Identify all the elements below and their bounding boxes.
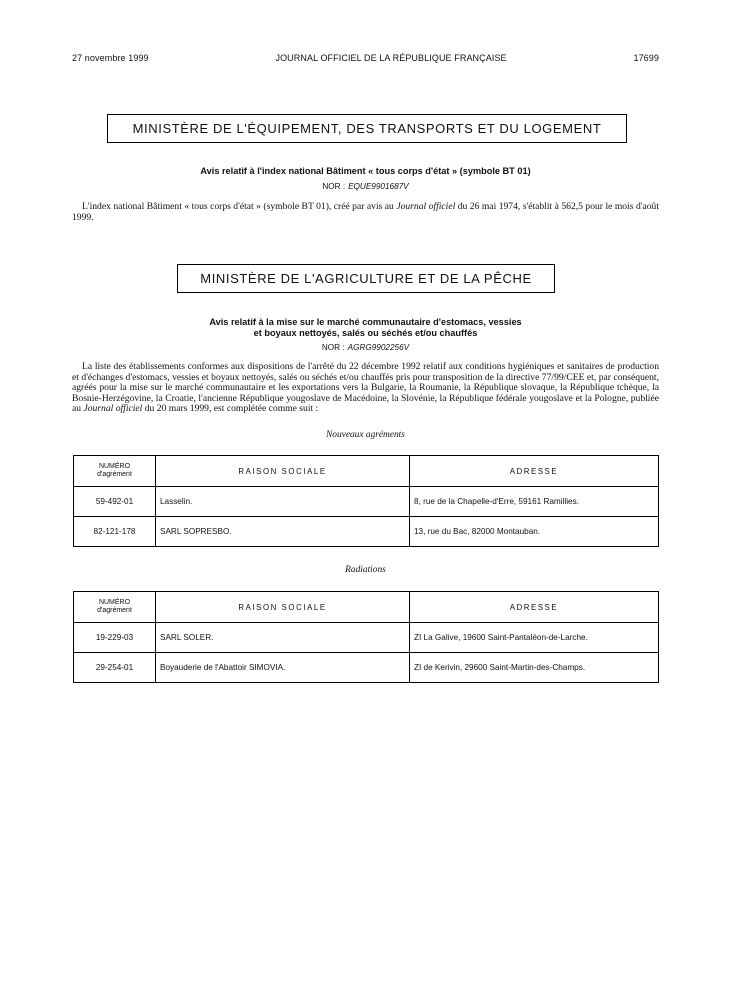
paragraph-text: du 26 mai 1974, s'établit à 562,5 pour le mois d'août 1999. (72, 201, 659, 223)
table-row (74, 517, 659, 547)
approval-number: 82-121-178 (74, 517, 156, 547)
nor-code: AGRG9902256V (347, 343, 410, 352)
table-row (74, 623, 659, 653)
column-header-number (74, 592, 156, 623)
company-name: Boyauderie de l'Abattoir SIMOVIA. (156, 653, 410, 683)
company-name: SARL SOLER. (156, 623, 410, 653)
company-name: SARL SOPRESBO. (156, 517, 410, 547)
nor-label: NOR : (321, 343, 345, 352)
journal-reference: Journal officiel (83, 403, 143, 415)
column-header-text: NUMÉRO (98, 463, 131, 470)
issue-date: 27 novembre 1999 (72, 53, 149, 63)
journal-reference: Journal officiel (396, 201, 456, 212)
table-header-row (74, 456, 659, 487)
company-name: Lasselin. (156, 487, 410, 517)
column-header-text: d'agrément (97, 607, 132, 614)
column-header-text: d'agrément (97, 471, 132, 478)
column-header-text: NUMÉRO (98, 599, 131, 606)
table-row (74, 653, 659, 683)
page-number: 17699 (633, 53, 659, 63)
approval-number: 19-229-03 (74, 623, 156, 653)
nor-reference (72, 343, 659, 352)
approval-number: 29-254-01 (74, 653, 156, 683)
column-header-number (74, 456, 156, 487)
notice-title-line: et boyaux nettoyés, salés ou séchés et/ou chauffés (253, 328, 478, 338)
paragraph-text: La liste des établissements conformes aux dispositions de l'arrêté du 22 décembre 1992 relatif aux conditions hygiéniques et sanitaires de production et d'échanges d'estomacs, vessies et boyaux nettoyés, salés ou séchés et/ou chauffés pris pour transposition de la directive 77/99/CEE et, par conséquent, agréés pour la mise sur le marché communautaire et les exportations vers la Bulgarie, la Roumanie, la République slovaque, la République tchèque, la Bosnie-Herzégovine, la Croatie, l'ancienne République yougoslave de Macédoine, la Slovénie, la République fédérale yougoslave et la Pologne, publiée au (72, 361, 659, 415)
notice-title-marche-communautaire (72, 317, 659, 339)
paragraph-text: du 20 mars 1999, est complétée comme suit : (142, 403, 319, 415)
company-address: 13, rue du Bac, 82000 Montauban. (410, 517, 659, 547)
column-header-name: RAISON SOCIALE (156, 456, 410, 487)
nor-label: NOR : (322, 182, 346, 191)
nor-code: EQUE9901687V (348, 182, 409, 191)
ministry-heading-agriculture: MINISTÈRE DE L'AGRICULTURE ET DE LA PÊCHE (177, 264, 555, 293)
establishments-paragraph (72, 362, 659, 415)
company-address: 8, rue de la Chapelle-d'Erre, 59161 Ramillies. (410, 487, 659, 517)
notice-title-index-batiment: Avis relatif à l'index national Bâtiment « tous corps d'état » (symbole BT 01) (200, 166, 531, 176)
company-address: ZI La Galive, 19600 Saint-Pantaléon-de-Larche. (410, 623, 659, 653)
table-row (74, 487, 659, 517)
removals-table (73, 591, 659, 683)
company-address: ZI de Kerivin, 29600 Saint-Martin-des-Champs. (410, 653, 659, 683)
ministry-heading-equipement: MINISTÈRE DE L'ÉQUIPEMENT, DES TRANSPORTS ET DU LOGEMENT (107, 114, 627, 143)
column-header-name: RAISON SOCIALE (156, 592, 410, 623)
notice-title-line: Avis relatif à la mise sur le marché communautaire d'estomacs, vessies (209, 317, 522, 327)
approval-number: 59-492-01 (74, 487, 156, 517)
nor-reference (72, 182, 659, 191)
new-approvals-table (73, 455, 659, 547)
column-header-address: ADRESSE (410, 456, 659, 487)
paragraph-text: L'index national Bâtiment « tous corps d'état » (symbole BT 01), créé par avis au (82, 201, 397, 212)
index-paragraph (72, 202, 659, 223)
table-header-row (74, 592, 659, 623)
column-header-address: ADRESSE (410, 592, 659, 623)
journal-title: JOURNAL OFFICIEL DE LA RÉPUBLIQUE FRANÇAISE (275, 53, 507, 63)
running-head (72, 53, 659, 63)
removals-heading: Radiations (345, 565, 386, 575)
new-approvals-heading: Nouveaux agréments (326, 430, 405, 440)
